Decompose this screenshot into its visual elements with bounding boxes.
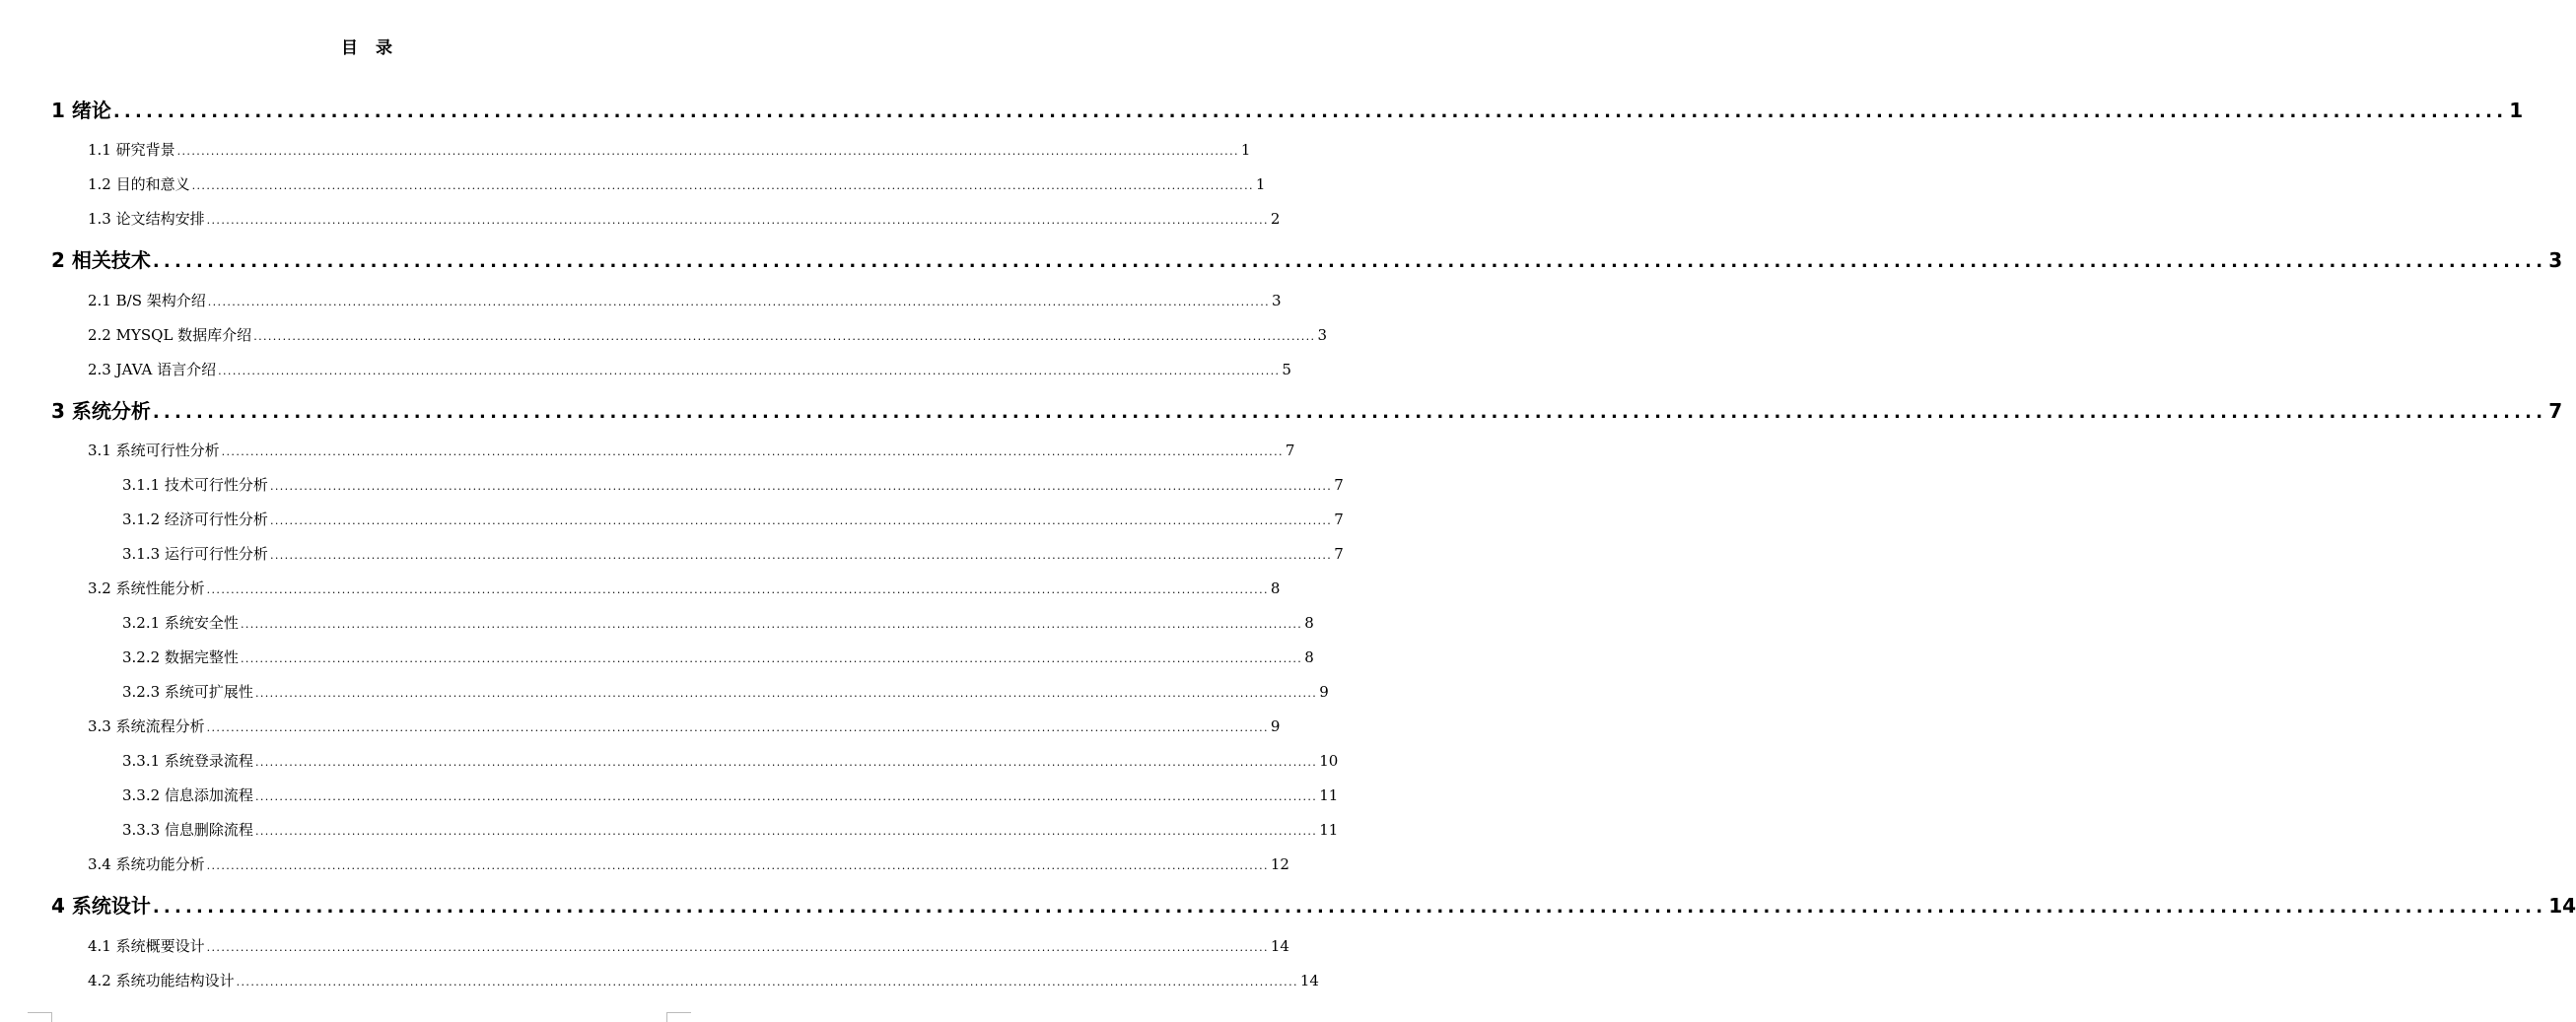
toc-leader-dots: ............................................................................................................................................................................................................................ <box>206 214 1269 227</box>
toc-entry-level-2[interactable] <box>88 173 1266 201</box>
toc-leader-dots: ............................................................................................................................................................................................................................ <box>253 330 1316 343</box>
toc-entry-level-3[interactable] <box>122 647 1314 674</box>
toc-page-number: 7 <box>2548 399 2563 423</box>
toc-entry-level-2[interactable] <box>88 208 1281 236</box>
toc-page-number: 2 <box>1270 210 1281 228</box>
toc-entry-level-3[interactable] <box>122 784 1339 812</box>
toc-entry-label: 4.2 系统功能结构设计 <box>88 972 235 989</box>
toc-leader-dots: ............................................................................................................................................................................................................................ <box>207 296 1270 308</box>
toc-entry-level-3[interactable] <box>122 819 1339 847</box>
toc-page-number: 7 <box>1334 476 1344 494</box>
toc-leader-dots: ............................................................................................................................................................................................................................ <box>221 445 1284 458</box>
toc-entry-level-2[interactable] <box>88 970 1319 997</box>
toc-leader-dots: ............................................................................................................................................................................................................................ <box>206 941 1269 954</box>
toc-leader-dots: ............................................................................................................................................................................................................................ <box>206 859 1269 872</box>
toc-entry-level-3[interactable] <box>122 612 1314 640</box>
toc-entry-level-2[interactable] <box>88 715 1281 743</box>
toc-entry-label: 3.3.3 信息删除流程 <box>122 821 253 839</box>
toc-entry-label: 3.4 系统功能分析 <box>88 855 205 873</box>
toc-leader-dots: ............................................................................................................................................................................................................................ <box>206 721 1269 734</box>
toc-entry-label: 2.3 JAVA 语言介绍 <box>88 361 217 378</box>
toc-page-number: 1 <box>1240 141 1251 159</box>
toc-leader-dots: ............................................................................................................................................................................................................................ <box>240 618 1303 631</box>
toc-entry-label: 2.1 B/S 架构介绍 <box>88 292 206 309</box>
toc-entry-label: 1.2 目的和意义 <box>88 175 190 193</box>
toc-entry-label: 3.2.3 系统可扩展性 <box>122 683 253 701</box>
toc-entry-label: 3.1.2 经济可行性分析 <box>122 511 268 528</box>
toc-leader-dots: ............................................................................................................................................................................................................................ <box>240 652 1303 665</box>
toc-page-number: 12 <box>1270 855 1289 873</box>
toc-entry-label: 3 系统分析 <box>51 399 151 423</box>
toc-entry-label: 2.2 MYSQL 数据库介绍 <box>88 326 252 344</box>
toc-page-number: 8 <box>1304 648 1314 666</box>
toc-leader-dots: ............................................................................................................................................................................................................................ <box>269 480 1333 493</box>
toc-page-number: 7 <box>1334 545 1344 563</box>
toc-page-number: 14 <box>1270 937 1289 955</box>
toc-page-number: 3 <box>1272 292 1282 309</box>
toc-entry-label: 2 相关技术 <box>51 248 151 272</box>
toc-entry-level-2[interactable] <box>88 139 1251 167</box>
toc-entry-level-2[interactable] <box>88 935 1289 963</box>
toc-entry-level-3[interactable] <box>122 750 1339 778</box>
toc-leader-dots: ............................................................................................................................................................................................................................ <box>191 179 1254 192</box>
toc-page-number: 7 <box>1334 511 1344 528</box>
toc-page-number: 14 <box>2548 894 2576 918</box>
toc-entry-label: 3.1.3 运行可行性分析 <box>122 545 268 563</box>
toc-page-number: 5 <box>1282 361 1291 378</box>
toc-entry-level-3[interactable] <box>122 509 1344 536</box>
toc-entry-level-1[interactable] <box>51 890 2576 923</box>
toc-entry-level-1[interactable] <box>51 244 2563 278</box>
toc-entry-label: 3.3.2 信息添加流程 <box>122 786 253 804</box>
toc-entry-label: 4.1 系统概要设计 <box>88 937 205 955</box>
toc-leader-dots: ............................................................................................................................................................................................................................ <box>152 897 2547 918</box>
page-corner-mark-left <box>28 1012 52 1022</box>
toc-leader-dots: ............................................................................................................................................................................................................................ <box>254 790 1318 803</box>
toc-page-number: 10 <box>1319 752 1339 770</box>
toc-page-number: 11 <box>1319 821 1339 839</box>
page-title: 目 录 <box>341 38 398 58</box>
toc-leader-dots: ............................................................................................................................................................................................................................ <box>152 251 2547 272</box>
toc-entry-level-2[interactable] <box>88 578 1281 605</box>
toc-entry-label: 3.1 系统可行性分析 <box>88 442 220 459</box>
toc-entry-level-2[interactable] <box>88 853 1289 881</box>
toc-entry-level-3[interactable] <box>122 543 1344 571</box>
toc-entry-level-1[interactable] <box>51 95 2524 128</box>
toc-leader-dots: ............................................................................................................................................................................................................................ <box>206 583 1269 596</box>
toc-entry-level-3[interactable] <box>122 681 1329 709</box>
toc-entry-level-2[interactable] <box>88 359 1291 386</box>
toc-leader-dots: ............................................................................................................................................................................................................................ <box>254 687 1318 700</box>
toc-entry-level-2[interactable] <box>88 440 1295 467</box>
toc-page-number: 11 <box>1319 786 1339 804</box>
toc-page-number: 8 <box>1304 614 1314 632</box>
toc-entry-level-3[interactable] <box>122 474 1344 502</box>
toc-entry-label: 1.3 论文结构安排 <box>88 210 205 228</box>
toc-page-number: 7 <box>1285 442 1295 459</box>
toc-page-number: 9 <box>1270 717 1281 735</box>
toc-entry-label: 3.2 系统性能分析 <box>88 579 205 597</box>
toc-entry-level-2[interactable] <box>88 324 1327 352</box>
toc-page-number: 1 <box>2509 99 2524 122</box>
toc-leader-dots: ............................................................................................................................................................................................................................ <box>236 976 1298 988</box>
toc-leader-dots: ............................................................................................................................................................................................................................ <box>269 549 1333 562</box>
toc-entry-label: 1.1 研究背景 <box>88 141 175 159</box>
toc-leader-dots: ............................................................................................................................................................................................................................ <box>254 825 1318 838</box>
toc-leader-dots: ............................................................................................................................................................................................................................ <box>218 365 1281 377</box>
toc-page-number: 3 <box>2548 248 2563 272</box>
toc-page-number: 9 <box>1319 683 1329 701</box>
toc-entry-label: 3.2.1 系统安全性 <box>122 614 239 632</box>
toc-leader-dots: ............................................................................................................................................................................................................................ <box>152 402 2547 423</box>
toc-leader-dots: ............................................................................................................................................................................................................................ <box>269 514 1333 527</box>
toc-page-number: 8 <box>1270 579 1281 597</box>
toc-entry-label: 3.3 系统流程分析 <box>88 717 205 735</box>
toc-leader-dots: ............................................................................................................................................................................................................................ <box>254 756 1318 769</box>
toc-entry-label: 3.1.1 技术可行性分析 <box>122 476 268 494</box>
toc-page-number: 3 <box>1317 326 1327 344</box>
toc-page-number: 1 <box>1255 175 1266 193</box>
toc-entry-label: 4 系统设计 <box>51 894 151 918</box>
toc-leader-dots: ............................................................................................................................................................................................................................ <box>176 145 1239 158</box>
toc-entry-level-2[interactable] <box>88 290 1282 317</box>
toc-entry-level-1[interactable] <box>51 395 2563 429</box>
toc-page-number: 14 <box>1299 972 1319 989</box>
toc-leader-dots: ............................................................................................................................................................................................................................ <box>112 102 2508 122</box>
toc-entry-label: 1 绪论 <box>51 99 111 122</box>
toc-entry-label: 3.2.2 数据完整性 <box>122 648 239 666</box>
page-corner-mark-right <box>666 1012 691 1022</box>
toc-entry-label: 3.3.1 系统登录流程 <box>122 752 253 770</box>
